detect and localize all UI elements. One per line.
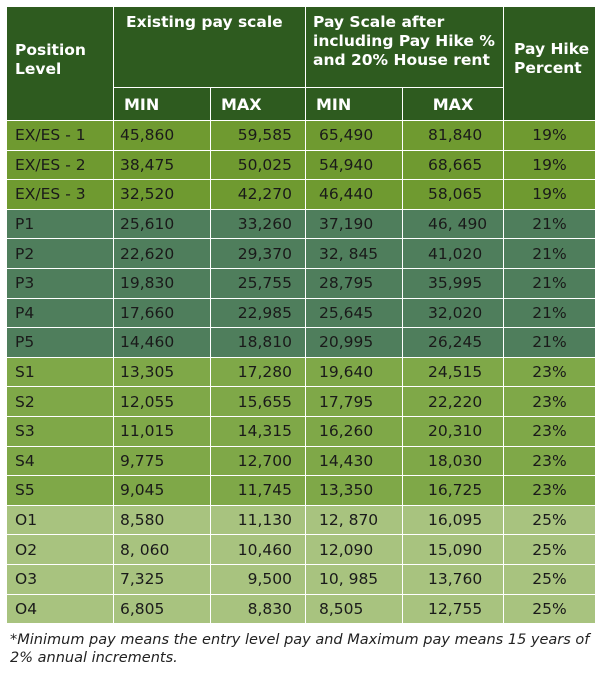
cell-position-level: S2	[7, 387, 114, 417]
cell-new-min: 20,995	[306, 328, 403, 358]
header-new-min: MIN	[306, 88, 403, 121]
cell-existing-max: 59,585	[211, 121, 306, 151]
cell-new-min: 37,190	[306, 209, 403, 239]
cell-position-level: P5	[7, 328, 114, 358]
header-new-pay-scale: Pay Scale after including Pay Hike % and 20% House rent	[306, 7, 504, 88]
cell-position-level: S1	[7, 357, 114, 387]
cell-existing-max: 22,985	[211, 298, 306, 328]
cell-new-min: 10, 985	[306, 564, 403, 594]
cell-position-level: S4	[7, 446, 114, 476]
cell-new-max: 13,760	[403, 564, 504, 594]
cell-new-min: 12,090	[306, 535, 403, 565]
header-position-level: Position Level	[7, 7, 114, 121]
cell-hike-percent: 21%	[504, 328, 596, 358]
cell-existing-max: 12,700	[211, 446, 306, 476]
table-row	[7, 594, 596, 624]
cell-existing-max: 33,260	[211, 209, 306, 239]
cell-position-level: EX/ES - 3	[7, 180, 114, 210]
cell-hike-percent: 25%	[504, 564, 596, 594]
cell-position-level: O2	[7, 535, 114, 565]
header-existing-min: MIN	[114, 88, 211, 121]
table-row	[7, 121, 596, 151]
cell-new-min: 25,645	[306, 298, 403, 328]
cell-new-max: 16,095	[403, 505, 504, 535]
cell-hike-percent: 23%	[504, 446, 596, 476]
cell-existing-max: 18,810	[211, 328, 306, 358]
cell-existing-min: 9,775	[114, 446, 211, 476]
cell-new-max: 18,030	[403, 446, 504, 476]
table-row	[7, 446, 596, 476]
table-row	[7, 209, 596, 239]
table-row	[7, 564, 596, 594]
cell-position-level: EX/ES - 2	[7, 150, 114, 180]
cell-new-min: 54,940	[306, 150, 403, 180]
cell-existing-min: 11,015	[114, 416, 211, 446]
cell-existing-min: 6,805	[114, 594, 211, 624]
cell-existing-max: 14,315	[211, 416, 306, 446]
cell-hike-percent: 23%	[504, 476, 596, 506]
cell-position-level: P2	[7, 239, 114, 269]
cell-existing-max: 50,025	[211, 150, 306, 180]
cell-position-level: P1	[7, 209, 114, 239]
cell-existing-min: 22,620	[114, 239, 211, 269]
cell-new-max: 68,665	[403, 150, 504, 180]
cell-existing-min: 17,660	[114, 298, 211, 328]
cell-existing-max: 11,130	[211, 505, 306, 535]
cell-new-min: 28,795	[306, 268, 403, 298]
cell-existing-min: 9,045	[114, 476, 211, 506]
cell-existing-max: 9,500	[211, 564, 306, 594]
cell-new-max: 58,065	[403, 180, 504, 210]
table-body	[7, 121, 596, 624]
table-row	[7, 239, 596, 269]
cell-existing-min: 32,520	[114, 180, 211, 210]
cell-new-max: 24,515	[403, 357, 504, 387]
cell-position-level: EX/ES - 1	[7, 121, 114, 151]
cell-new-min: 46,440	[306, 180, 403, 210]
cell-hike-percent: 23%	[504, 416, 596, 446]
cell-position-level: P4	[7, 298, 114, 328]
cell-position-level: O1	[7, 505, 114, 535]
cell-new-max: 22,220	[403, 387, 504, 417]
cell-position-level: O3	[7, 564, 114, 594]
cell-existing-max: 17,280	[211, 357, 306, 387]
cell-new-min: 16,260	[306, 416, 403, 446]
cell-new-max: 20,310	[403, 416, 504, 446]
cell-position-level: S3	[7, 416, 114, 446]
cell-existing-max: 15,655	[211, 387, 306, 417]
cell-new-min: 19,640	[306, 357, 403, 387]
cell-hike-percent: 19%	[504, 180, 596, 210]
cell-new-max: 41,020	[403, 239, 504, 269]
cell-existing-max: 29,370	[211, 239, 306, 269]
cell-new-min: 13,350	[306, 476, 403, 506]
table-row	[7, 505, 596, 535]
cell-hike-percent: 21%	[504, 209, 596, 239]
cell-new-max: 32,020	[403, 298, 504, 328]
cell-new-min: 14,430	[306, 446, 403, 476]
table-row	[7, 535, 596, 565]
cell-existing-min: 8, 060	[114, 535, 211, 565]
cell-existing-min: 38,475	[114, 150, 211, 180]
cell-new-min: 65,490	[306, 121, 403, 151]
table-row	[7, 476, 596, 506]
cell-new-max: 81,840	[403, 121, 504, 151]
header-pay-hike-percent: Pay Hike Percent	[504, 7, 596, 121]
cell-new-max: 15,090	[403, 535, 504, 565]
cell-existing-min: 12,055	[114, 387, 211, 417]
cell-existing-max: 10,460	[211, 535, 306, 565]
cell-existing-min: 7,325	[114, 564, 211, 594]
cell-position-level: P3	[7, 268, 114, 298]
table-header	[7, 7, 596, 121]
cell-hike-percent: 23%	[504, 357, 596, 387]
header-existing-pay-scale: Existing pay scale	[114, 7, 306, 88]
table-row	[7, 328, 596, 358]
cell-existing-min: 19,830	[114, 268, 211, 298]
cell-existing-max: 11,745	[211, 476, 306, 506]
cell-existing-min: 8,580	[114, 505, 211, 535]
pay-scale-container	[6, 6, 594, 667]
cell-hike-percent: 25%	[504, 505, 596, 535]
header-existing-max: MAX	[211, 88, 306, 121]
cell-new-max: 26,245	[403, 328, 504, 358]
cell-hike-percent: 21%	[504, 268, 596, 298]
cell-existing-min: 13,305	[114, 357, 211, 387]
table-row	[7, 357, 596, 387]
cell-position-level: O4	[7, 594, 114, 624]
table-row	[7, 387, 596, 417]
cell-hike-percent: 19%	[504, 121, 596, 151]
cell-hike-percent: 19%	[504, 150, 596, 180]
cell-position-level: S5	[7, 476, 114, 506]
cell-new-min: 8,505	[306, 594, 403, 624]
cell-new-max: 12,755	[403, 594, 504, 624]
table-row	[7, 268, 596, 298]
cell-hike-percent: 23%	[504, 387, 596, 417]
table-row	[7, 416, 596, 446]
cell-new-min: 17,795	[306, 387, 403, 417]
table-row	[7, 150, 596, 180]
footnote: *Minimum pay means the entry level pay and Maximum pay means 15 years of 2% annual increments.	[10, 632, 590, 667]
cell-new-min: 32, 845	[306, 239, 403, 269]
cell-existing-min: 14,460	[114, 328, 211, 358]
cell-new-max: 46, 490	[403, 209, 504, 239]
pay-scale-table	[6, 6, 596, 624]
cell-hike-percent: 21%	[504, 239, 596, 269]
cell-existing-min: 25,610	[114, 209, 211, 239]
cell-hike-percent: 21%	[504, 298, 596, 328]
cell-new-max: 35,995	[403, 268, 504, 298]
table-row	[7, 180, 596, 210]
cell-new-max: 16,725	[403, 476, 504, 506]
header-new-max: MAX	[403, 88, 504, 121]
cell-hike-percent: 25%	[504, 535, 596, 565]
cell-existing-max: 25,755	[211, 268, 306, 298]
cell-hike-percent: 25%	[504, 594, 596, 624]
cell-existing-max: 42,270	[211, 180, 306, 210]
cell-new-min: 12, 870	[306, 505, 403, 535]
cell-existing-max: 8,830	[211, 594, 306, 624]
cell-existing-min: 45,860	[114, 121, 211, 151]
table-row	[7, 298, 596, 328]
